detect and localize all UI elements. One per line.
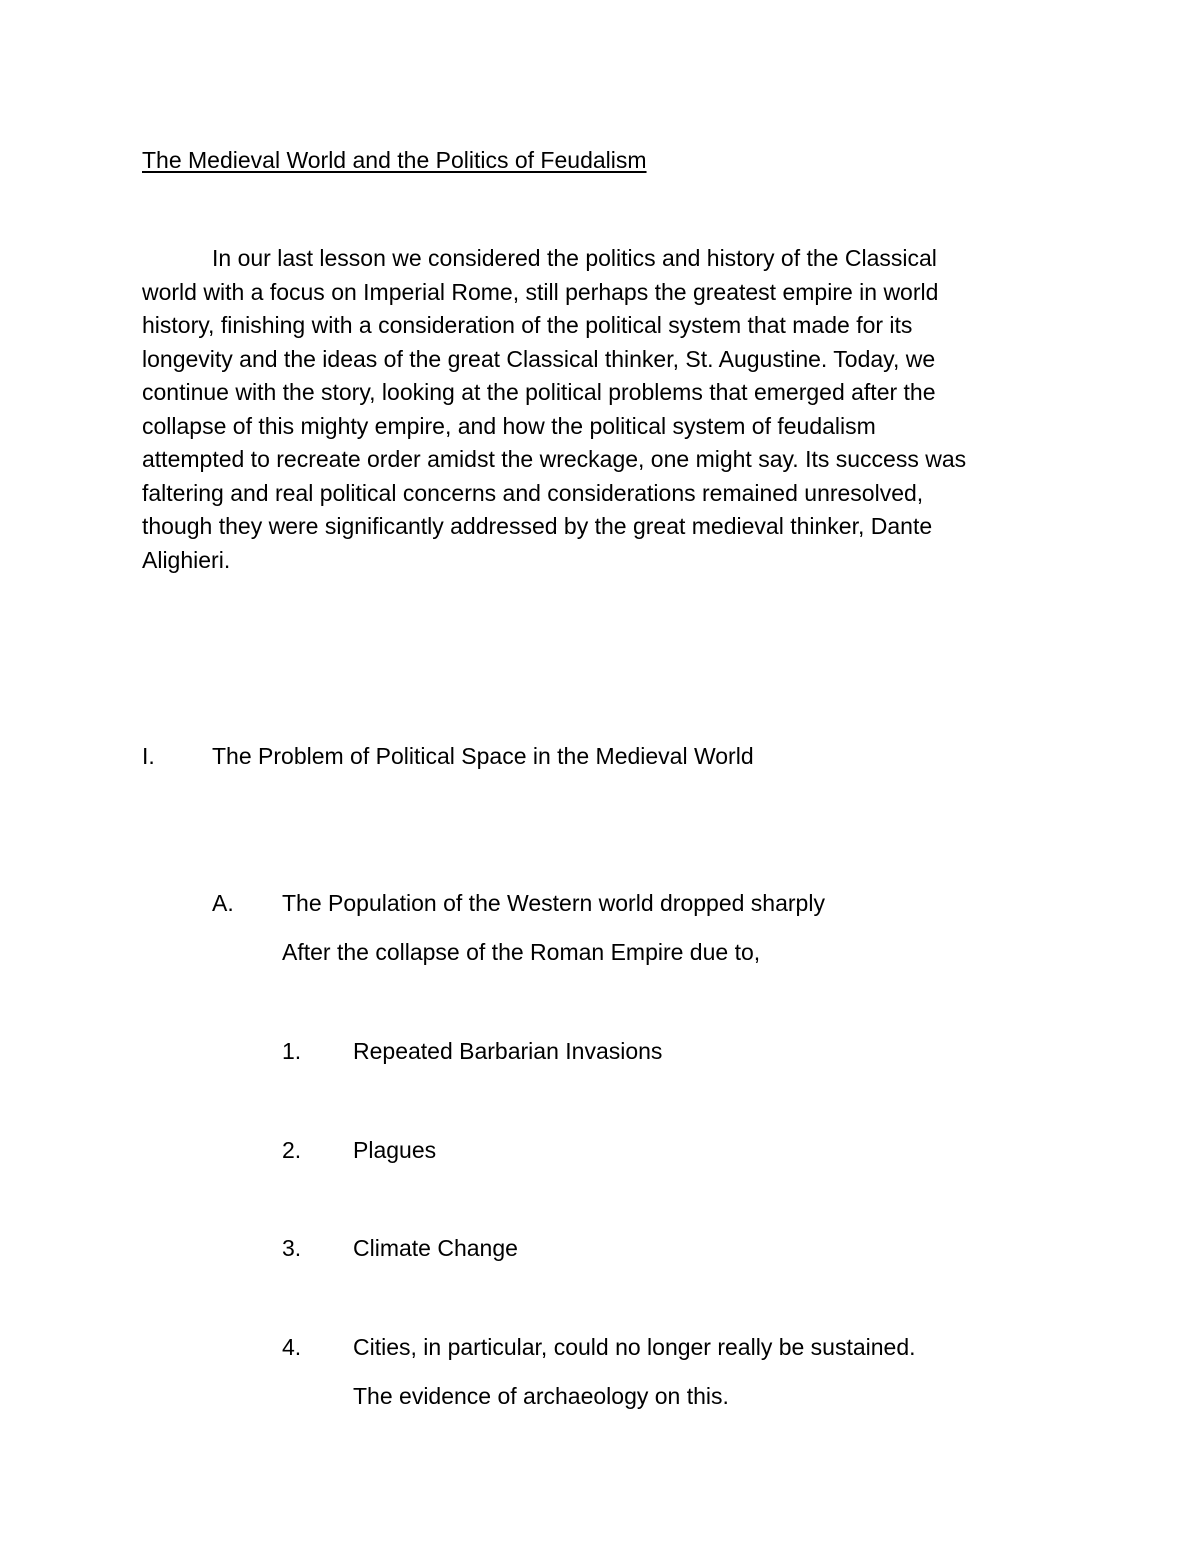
list-item-text: Climate Change xyxy=(353,1235,518,1261)
intro-line: continue with the story, looking at the political problems that emerged after the xyxy=(142,379,936,405)
list-item-marker: 1. xyxy=(282,1038,302,1064)
intro-line: Alighieri. xyxy=(142,546,231,573)
list-item xyxy=(282,1134,1032,1167)
list-item-text: Cities, in particular, could no longer really be sustained. xyxy=(353,1334,916,1360)
subsection-heading-a xyxy=(212,887,1012,920)
list-item xyxy=(282,1331,1032,1364)
list-item-text: Plagues xyxy=(353,1137,437,1163)
subsection-continuation: After the collapse of the Roman Empire due to, xyxy=(282,939,761,965)
intro-line: faltering and real political concerns and considerations remained unresolved, xyxy=(142,479,924,506)
intro-paragraph xyxy=(142,242,1047,577)
intro-line: history, finishing with a consideration of the political system that made for its xyxy=(142,312,913,338)
intro-line: attempted to recreate order amidst the wreckage, one might say. Its success was xyxy=(142,446,967,472)
list-item xyxy=(282,1035,1032,1068)
list-item-marker: 2. xyxy=(282,1137,302,1163)
section-heading-1 xyxy=(142,740,1042,773)
intro-line: In our last lesson we considered the politics and history of the Classical xyxy=(212,245,937,271)
subsection-heading-text: The Population of the Western world dropped sharply xyxy=(282,890,825,916)
intro-line: world with a focus on Imperial Rome, still perhaps the greatest empire in world xyxy=(142,278,939,305)
list-item-marker: 4. xyxy=(282,1334,302,1360)
intro-line: longevity and the ideas of the great Classical thinker, St. Augustine. Today, we xyxy=(142,345,936,372)
document-title: The Medieval World and the Politics of Feudalism xyxy=(142,147,647,173)
intro-line: though they were significantly addressed by the great medieval thinker, Dante xyxy=(142,513,933,539)
section-heading-text: The Problem of Political Space in the Medieval World xyxy=(212,743,754,769)
section-marker: I. xyxy=(142,743,155,769)
list-item-continuation: The evidence of archaeology on this. xyxy=(353,1383,729,1409)
list-item-marker: 3. xyxy=(282,1235,302,1261)
subsection-marker: A. xyxy=(212,890,234,916)
intro-line: collapse of this mighty empire, and how the political system of feudalism xyxy=(142,412,876,439)
list-item xyxy=(282,1232,1032,1265)
list-item-text: Repeated Barbarian Invasions xyxy=(353,1038,663,1064)
